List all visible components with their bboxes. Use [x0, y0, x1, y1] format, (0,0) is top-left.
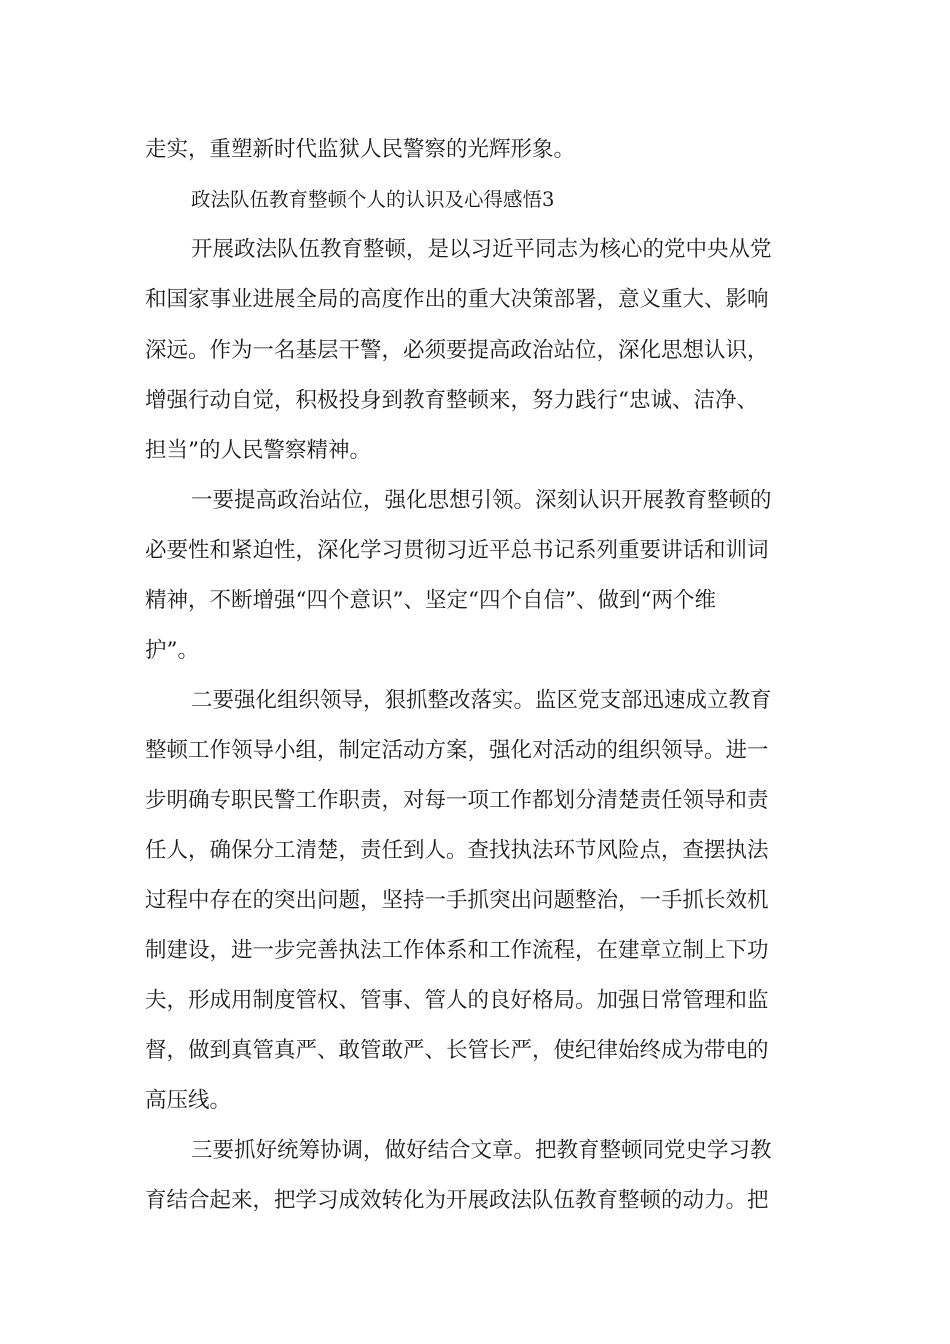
text-line: 二要强化组织领导，狠抓整改落实。监区党支部迅速成立教育 — [191, 688, 772, 713]
text-line: 走实，重塑新时代监狱人民警察的光辉形象。 — [145, 137, 576, 162]
text-line: 整顿工作领导小组，制定活动方案，强化对活动的组织领导。进一 — [145, 738, 769, 763]
text-line: 制建设，进一步完善执法工作体系和工作流程，在建章立制上下功 — [145, 938, 769, 963]
text-line: 深远。作为一名基层干警，必须要提高政治站位，深化思想认识， — [145, 338, 769, 363]
text-line: 精神，不断增强“四个意识”、坚定“四个自信”、做到“两个维 — [145, 588, 716, 613]
text-line: 护”。 — [145, 638, 199, 663]
section-title: 政法队伍教育整顿个人的认识及心得感悟3 — [191, 188, 555, 211]
text-line: 督，做到真管真严、敢管敢严、长管长严，使纪律始终成为带电的 — [145, 1038, 769, 1063]
text-line: 一要提高政治站位，强化思想引领。深刻认识开展教育整顿的 — [191, 488, 772, 513]
text-line: 三要抓好统筹协调，做好结合文章。把教育整顿同党史学习教 — [191, 1138, 772, 1163]
text-line: 任人，确保分工清楚，责任到人。查找执法环节风险点，查摆执法 — [145, 838, 769, 863]
text-line: 夫，形成用制度管权、管事、管人的良好格局。加强日常管理和监 — [145, 988, 769, 1013]
text-line: 过程中存在的突出问题，坚持一手抓突出问题整治，一手抓长效机 — [145, 888, 769, 913]
text-line: 育结合起来，把学习成效转化为开展政法队伍教育整顿的动力。把 — [145, 1188, 769, 1213]
text-line: 步明确专职民警工作职责，对每一项工作都划分清楚责任领导和责 — [145, 788, 769, 813]
text-line: 和国家事业进展全局的高度作出的重大决策部署，意义重大、影响 — [145, 287, 769, 312]
text-line: 开展政法队伍教育整顿，是以习近平同志为核心的党中央从党 — [191, 237, 772, 262]
text-line: 增强行动自觉，积极投身到教育整顿来，努力践行“忠诚、洁净、 — [145, 388, 758, 413]
text-line: 担当”的人民警察精神。 — [145, 438, 371, 463]
text-line: 高压线。 — [145, 1088, 232, 1113]
text-line: 必要性和紧迫性，深化学习贯彻习近平总书记系列重要讲话和训词 — [145, 538, 769, 563]
